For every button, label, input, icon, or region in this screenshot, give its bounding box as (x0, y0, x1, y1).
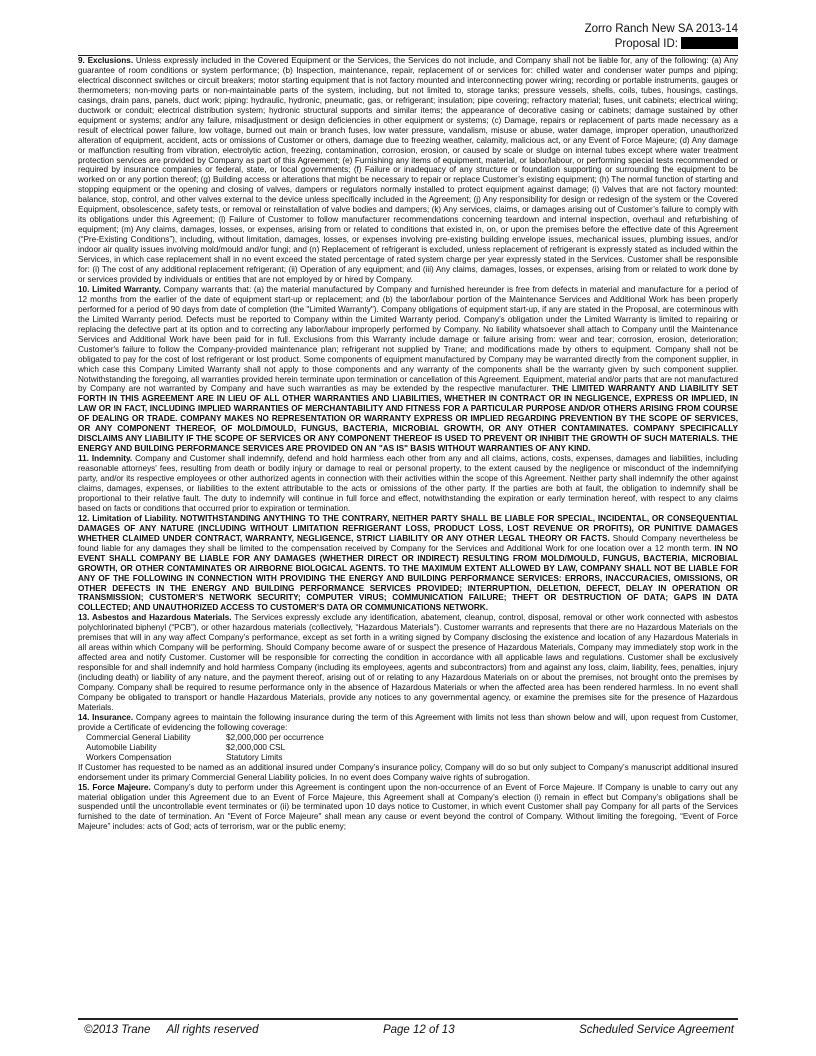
terms-body (78, 55, 738, 1014)
section-force-majeure: 15. Force Majeure. Company’s duty to perform under this Agreement is contingent upon the non-occurrence of an Event of Force Majeure. If Company is unable to carry out any material obligation under this Agreement due to an Event of Force Majeure, this Agreement shall at Company’s election (i) remain in effect but Company’s obligations shall be suspended until the uncontrollable event terminates or (ii) be terminated upon 10 days notice to Customer, in which event Customer shall pay Company for all parts of the Services furnished to the date of termination. An "Event of Force Majeure" shall mean any cause or event beyond the control of Company. Without limiting the foregoing, “Event of Force Majeure” includes: acts of God; acts of terrorism, war or the public enemy; (78, 782, 738, 832)
agreement-name: Zorro Ranch New SA 2013-14 (584, 23, 738, 35)
coverage-limit: $2,000,000 per occurrence (226, 732, 324, 742)
section-heading: 11. Indemnity. (78, 454, 133, 464)
section-limited-warranty: 10. Limited Warranty. Company warrants that: (a) the material manufactured by Company and furnished hereunder is free from defects in material and manufacture for a period of 12 months from the earlier of the date of equipment start-up or replacement; and (b) the labor/labour portion of the Maintenance Services and Additional Work has been properly performed for a period of 90 days from date of completion (the "Limited Warranty"). Company obligations of equipment start-up, if any are stated in the Proposal, are coterminous with the Limited Warranty period. Defects must be reported to Company within the Limited Warranty period. Company’s obligation under the Limited Warranty is limited to repairing or replacing the defective part at its option and to correcting any labor/labour improperly performed by Company. No liability whatsoever shall attach to Company until the Maintenance Services and Additional Work have been paid for in full. Exclusions from this Warranty include damage or failure arising from: wear and tear; corrosion, erosion, deterioration; Customer's failure to follow the Company-provided maintenance plan; refrigerant not supplied by Trane; and modifications made by others to equipment. Company shall not be obligated to pay for the cost of lost refrigerant or lost product. Some components of equipment manufactured by Company may be warranted directly from the component supplier, in which case this Company Limited Warranty shall not apply to those components and any warranty of the components shall be the warranty given by such component supplier. Notwithstanding the foregoing, all warranties provided herein terminate upon termination or cancellation of this Agreement. Equipment, material and/or parts that are not manufactured by Company are not warranted by Company and have such warranties as may be extended by the respective manufacturer. THE LIMITED WARRANTY AND LIABILITY SET FORTH IN THIS AGREEMENT ARE IN LIEU OF ALL OTHER WARRANTIES AND LIABILITIES, WHETHER IN CONTRACT OR IN NEGLIGENCE, EXPRESS OR IMPLIED, IN LAW OR IN FACT, INCLUDING IMPLIED WARRANTIES OF MERCHANTABILITY AND FITNESS FOR A PARTICULAR PURPOSE AND/OR OTHERS ARISING FROM COURSE OF DEALING OR TRADE. COMPANY MAKES NO REPRESENTATION OR WARRANTY EXPRESS OR IMPLIED REGARDING PREVENTION BY THE SCOPE OF SERVICES, OR ANY COMPONENT THEREOF, OF MOLD/MOULD, FUNGUS, BACTERIA, MICROBIAL GROWTH, OR ANY OTHER CONTAMINATES. COMPANY SPECIFICALLY DISCLAIMS ANY LIABILITY IF THE SCOPE OF SERVICES OR ANY COMPONENT THEREOF IS USED TO PREVENT OR INHIBIT THE GROWTH OF SUCH MATERIALS. THE ENERGY AND BUILDING PERFORMANCE SERVICES ARE PROVIDED ON AN "AS IS" BASIS WITHOUT WARRANTIES OF ANY KIND. (78, 284, 738, 454)
page-header (585, 22, 738, 52)
proposal-id-redacted (681, 37, 738, 49)
section-heading: 10. Limited Warranty. (78, 284, 161, 294)
coverage-type: Workers Compensation (86, 752, 172, 762)
coverage-list (78, 733, 738, 763)
section-heading: 13. Asbestos and Hazardous Materials. (78, 613, 232, 623)
section-indemnity: 11. Indemnity. Company and Customer shall indemnify, defend and hold harmless each other from any and all claims, actions, costs, expenses, damages and liabilities, including reasonable attorneys' fees, resulting from death or bodily injury or damage to real or personal property, to the extent caused by the negligence or misconduct of the indemnifying party, and/or its respective employees or other authorized agents in connection with their activities within the scope of this Agreement. Neither party shall indemnify the other against claims, damages, expenses, or liabilities to the extent attributable to the acts or omissions of the other party. If the parties are both at fault, the obligation to indemnify shall be proportional to their relative fault. The duty to indemnify will continue in full force and effect, notwithstanding the expiration or early termination hereof, with respect to any claims based on facts or conditions that occurred prior to expiration or termination. (78, 454, 738, 513)
section-heading: 9. Exclusions. (78, 56, 134, 65)
section-heading: 15. Force Majeure. (78, 782, 151, 792)
coverage-limit: $2,000,000 CSL (226, 742, 286, 752)
section-heading: 14. Insurance. (78, 712, 134, 722)
footer-page-number: Page 12 of 13 (382, 1024, 455, 1036)
coverage-type: Commercial General Liability (86, 732, 191, 742)
footer-doc-title: Scheduled Service Agreement (579, 1024, 734, 1036)
section-heading: 12. Limitation of Liability. (78, 513, 178, 523)
section-limitation-of-liability: 12. Limitation of Liability. NOTWITHSTANDING ANYTHING TO THE CONTRARY, NEITHER PARTY SHALL BE LIABLE FOR SPECIAL, INCIDENTAL, OR CONSEQUENTIAL DAMAGES OF ANY NATURE (INCLUDING WITHOUT LIMITATION REFRIGERANT LOSS, PRODUCT LOSS, LOST REVENUE OR PROFITS), OR PUNITIVE DAMAGES WHETHER CLAIMED UNDER CONTRACT, WARRANTY, NEGLIGENCE, STRICT LIABILITY OR ANY OTHER LEGAL THEORY OR FACTS. Should Company nevertheless be found liable for any damages they shall be limited to the compensation received by Company for the Services and Additional Work for one location over a 12 month term. IN NO EVENT SHALL COMPANY BE LIABLE FOR ANY DAMAGES (WHETHER DIRECT OR INDIRECT) RESULTING FROM MOLD/MOULD, FUNGUS, BACTERIA, MICROBIAL GROWTH, OR OTHER CONTAMINATES OR AIRBORNE BIOLOGICAL AGENTS. TO THE MAXIMUM EXTENT ALLOWED BY LAW, COMPANY SHALL NOT BE LIABLE FOR ANY OF THE FOLLOWING IN CONNECTION WITH PROVIDING THE ENERGY AND BUILDING PERFORMANCE SERVICES: ERRORS, INACCURACIES, OMISSIONS, OR OTHER DEFECTS IN THE ENERGY AND BUILDING PERFORMANCE SERVICES PROVIDED; INTERRUPTION, DELETION, DEFECT, DELAY IN OPERATION OR TRANSMISSION; CUSTOMER’S NETWORK SECURITY; COMPUTER VIRUS; COMMUNICATION FAILURE; THEFT OR DESTRUCTION OF DATA; GAPS IN DATA COLLECTED; AND UNAUTHORIZED ACCESS TO CUSTOMER’S DATA OR COMMUNICATIONS NETWORK. (78, 513, 738, 613)
coverage-limit: Statutory Limits (226, 752, 283, 762)
section-insurance: 14. Insurance. Company agrees to maintain the following insurance during the term of this Agreement with limits not less than shown below and will, upon request from Customer, provide a Certificate of evidencing the following coverage: (78, 712, 738, 732)
insurance-additional: If Customer has requested to be named as an additional insured under Company’s insurance policy, Company will do so but only subject to Company’s manuscript additional insured endorsement under its primary Commercial General Liability policies. In no event does Company waive rights of subrogation. (78, 762, 738, 782)
footer-copyright: ©2013 Trane All rights reserved (84, 1024, 259, 1036)
coverage-type: Automobile Liability (86, 742, 157, 752)
proposal-id-label: Proposal ID: (614, 38, 678, 50)
section-asbestos: 13. Asbestos and Hazardous Materials. The Services expressly exclude any identification, abatement, cleanup, control, disposal, removal or other work connected with asbestos polychlorinated biphenyl (“PCB”), or other hazardous materials (collectively, “Hazardous Materials”). Customer warrants and represents that there are no Hazardous Materials on the premises that will in any way affect Company’s performance, except as set forth in a writing signed by Company disclosing the existence and location of any Hazardous Materials in all areas within which Company will be performing. Should Company become aware of or suspect the presence of Hazardous Materials, Company may immediately stop work in the affected area and notify Customer. Customer will be responsible for correcting the condition in accordance with all applicable laws and regulations. Customer shall be exclusively responsible for and shall indemnify and hold harmless Company (including its employees, agents and subcontractors) from and against any loss, claim, liability, fees, penalties, injury (including death) or liability of any nature, and the payment thereof, arising out of or relating to any Hazardous Materials on or about the premises, not brought onto the premises by Company. Company shall be required to resume performance only in the absence of Hazardous Materials or when the affected area has been rendered harmless. In no event shall Company be obligated to transport or handle Hazardous Materials, provide any notices to any governmental agency, or examine the premises site for the presence of Hazardous Materials. (78, 613, 738, 712)
proposal-id-line (585, 37, 738, 52)
page-footer (78, 1018, 738, 1036)
section-exclusions: 9. Exclusions. Unless expressly included in the Covered Equipment or the Services, the Services do not include, and Company shall not be liable for, any of the following: (a) Any guarantee of room conditions or system performance; (b) Inspection, maintenance, repair, replacement of or services for: chilled water and condenser water pumps and piping; electrical disconnect switches or circuit breakers; motor starting equipment that is not factory mounted and interconnecting power wiring; recording or portable instruments, gauges or thermometers; non-moving parts or non-maintainable parts of the system, including, but not limited to, storage tanks; pressure vessels, shells, coils, tubes, housings, castings, casings, drain pans, panels, duct work; piping: hydraulic, hydronic, pneumatic, gas, or refrigerant; insulation; pipe covering; refractory material; fuses, unit cabinets; electrical wiring; ductwork or conduit; electrical distribution system; hydronic structural supports and similar items; the appearance of decorative casing or cabinets; damage sustained by other equipment or systems; and/or any failure, misadjustment or design deficiencies in other equipment or systems; (c) Damage, repairs or replacement of parts made necessary as a result of electrical power failure, low voltage, burned out main or branch fuses, low water pressure, vandalism, misuse or abuse, water damage, improper operation, unauthorized alteration of equipment, accident, acts or omissions of Customer or others, damage due to freezing weather, calamity, malicious act, or any Event of Force Majeure; (d) Any damage or malfunction resulting from vibration, electrolytic action, freezing, contamination, corrosion, erosion, or caused by scale or sludge on internal tubes except where water treatment protection services are provided by Company as part of this Agreement; (e) Furnishing any items of equipment, material, or labor/labour, or performing special tests recommended or required by insurance companies or federal, state, or local governments; (f) Failure or inadequacy of any structure or foundation supporting or surrounding the equipment to be worked on or any portion thereof; (g) Building access or alterations that might be necessary to repair or replace Customer’s existing equipment; (h) The normal function of starting and stopping equipment or the opening and closing of valves, dampers or regulators normally installed to protect equipment against damage; (i) Valves that are not factory mounted: balance, stop, control, and other valves external to the device unless specifically included in the Agreement; (j) Any responsibility for design or redesign of the system or the Covered Equipment, obsolescence, safety tests, or removal or reinstallation of valve bodies and dampers; (k) Any services, claims, or damages arising out of Customer’s failure to comply with its obligations under this Agreement; (l) Failure of Customer to follow manufacturer recommendations concerning teardown and internal inspection, overhaul and refurbishing of equipment; (m) Any claims, damages, losses, or expenses, arising from or related to conditions that existed in, on, or upon the premises before the effective date of this Agreement (“Pre-Existing Conditions”), including, without limitation, damages, losses, or expenses involving pre-existing building envelope issues, mechanical issues, plumbing issues, and/or indoor air quality issues involving mold/mould and/or fungi; and (n) Replacement of refrigerant is excluded, unless replacement of refrigerant is expressly stated as included within the Services, in which case replacement shall in no event exceed the stated percentage of rated system charge per year expressly stated in the Services. Customer shall be responsible for: (i) The cost of any additional replacement refrigerant; (ii) Operation of any equipment; and (iii) Any claims, damages, losses, or expenses, arising from or related to work done by or services provided by individuals or entities that are not employed by or hired by Company. (78, 56, 738, 284)
